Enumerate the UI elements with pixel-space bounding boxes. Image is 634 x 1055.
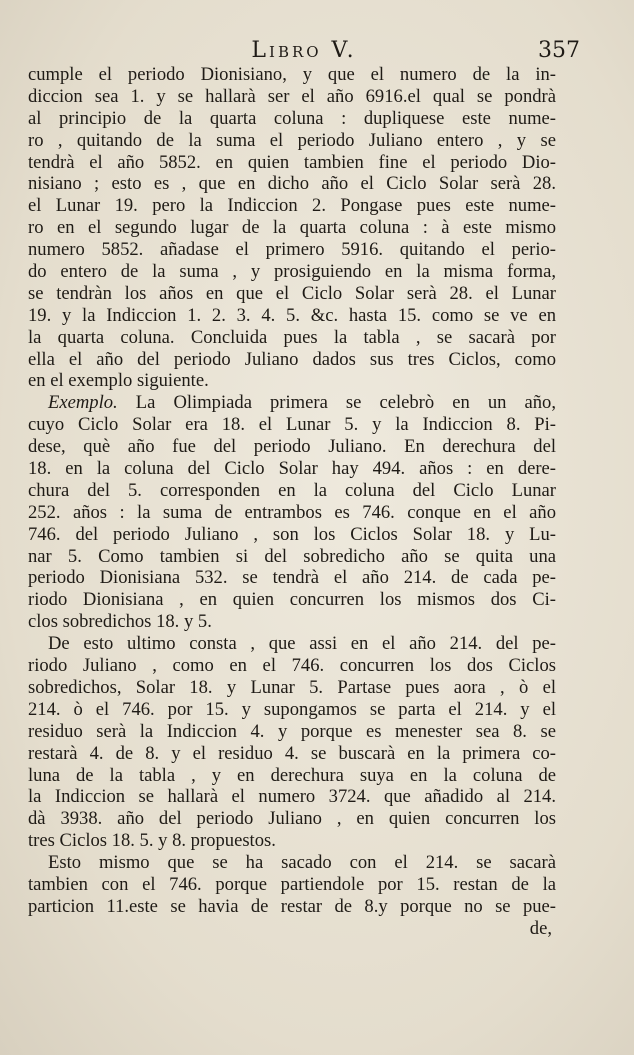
text-line: la Indiccion se hallarà el numero 3724. que añadido al 214. — [28, 786, 556, 808]
text-line: sobredichos, Solar 18. y Lunar 5. Partase pues aora , ò el — [28, 676, 556, 698]
text-line: particion 11.este se havia de restar de 8.y porque no se pue- — [28, 895, 556, 917]
text-line: dà 3938. año del periodo Juliano , en quien concurren los — [28, 808, 556, 830]
example-label: Exemplo. — [48, 392, 118, 414]
text-line: 252. años : la suma de entrambos es 746. conque en el año — [28, 501, 556, 523]
text-line: residuo serà la Indiccion 4. y porque es menester sea 8. se — [28, 720, 556, 742]
text-line: el Lunar 19. pero la Indiccion 2. Pongase pues este nume- — [28, 195, 556, 217]
text-line: clos sobredichos 18. y 5. — [28, 611, 212, 633]
page-header — [28, 38, 580, 66]
text-line: nar 5. Como tambien si del sobredicho año se quita una — [28, 545, 556, 567]
text-line: 746. del periodo Juliano , son los Ciclos Solar 18. y Lu- — [28, 523, 556, 545]
text-line: luna de la tabla , y en derechura suya en la coluna de — [28, 764, 556, 786]
text-line: cumple el periodo Dionisiano, y que el numero de la in- — [28, 64, 556, 85]
page-number: 357 — [538, 38, 580, 63]
text-line: tres Ciclos 18. 5. y 8. propuestos. — [28, 830, 276, 852]
text-line: 19. y la Indiccion 1. 2. 3. 4. 5. &c. hasta 15. como se ve en — [28, 304, 556, 326]
text-line: ella el año del periodo Juliano dados sus tres Ciclos, como — [28, 348, 556, 370]
paragraph-intro — [28, 64, 556, 392]
body-text — [28, 64, 556, 940]
paragraph-example — [28, 392, 556, 633]
text-line: numero 5852. añadase el primero 5916. quitando el perio- — [28, 239, 556, 261]
text-line: cuyo Ciclo Solar era 18. el Lunar 5. y la Indiccion 8. Pi- — [28, 414, 556, 436]
text-line: tambien con el 746. porque partiendole por 15. restan de la — [28, 873, 556, 895]
text-line: 214. ò el 746. por 15. y supongamos se parta el 214. y el — [28, 698, 556, 720]
text-line: nisiano ; esto es , que en dicho año el Ciclo Solar serà 28. — [28, 173, 556, 195]
text-line: riodo Juliano , como en el 746. concurren los dos Ciclos — [28, 655, 556, 677]
text-line: De esto ultimo consta , que assi en el año 214. del pe- — [48, 633, 556, 655]
text-line: la quarta coluna. Concluida pues la tabla , se sacarà por — [28, 326, 556, 348]
catchword: de, — [529, 917, 552, 939]
example-first-line: La Olimpiada primera se celebrò en un año, — [135, 392, 556, 414]
text-line: ro en el segundo lugar de la quarta coluna : à este mismo — [28, 217, 556, 239]
paragraph-third — [28, 852, 556, 918]
text-line: riodo Dionisiana , en quien concurren los mismos dos Ci- — [28, 589, 556, 611]
text-line: chura del 5. corresponden en la coluna del Ciclo Lunar — [28, 479, 556, 501]
text-line: 18. en la coluna del Ciclo Solar hay 494. años : en dere- — [28, 458, 556, 480]
text-line: dese, què año fue del periodo Juliano. En derechura del — [28, 436, 556, 458]
text-line: en el exemplo siguiente. — [28, 370, 209, 392]
paragraph-second — [28, 633, 556, 852]
text-line: diccion sea 1. y se hallarà ser el año 6916.el qual se pondrà — [28, 85, 556, 107]
text-line — [28, 392, 556, 414]
text-line: ro , quitando de la suma el periodo Juliano entero , y se — [28, 129, 556, 151]
text-line: do entero de la suma , y prosiguiendo en la misma forma, — [28, 261, 556, 283]
text-line: Esto mismo que se ha sacado con el 214. se sacarà — [48, 852, 556, 874]
text-line: restarà 4. de 8. y el residuo 4. se buscarà en la primera co- — [28, 742, 556, 764]
text-line: se tendràn los años en que el Ciclo Solar serà 28. el Lunar — [28, 282, 556, 304]
text-line: periodo Dionisiana 532. se tendrà el año 214. de cada pe- — [28, 567, 556, 589]
running-head: Libro V. — [251, 38, 357, 63]
text-line: tendrà el año 5852. en quien tambien fine el periodo Dio- — [28, 151, 556, 173]
text-line: al principio de la quarta coluna : dupliquese este nume- — [28, 107, 556, 129]
